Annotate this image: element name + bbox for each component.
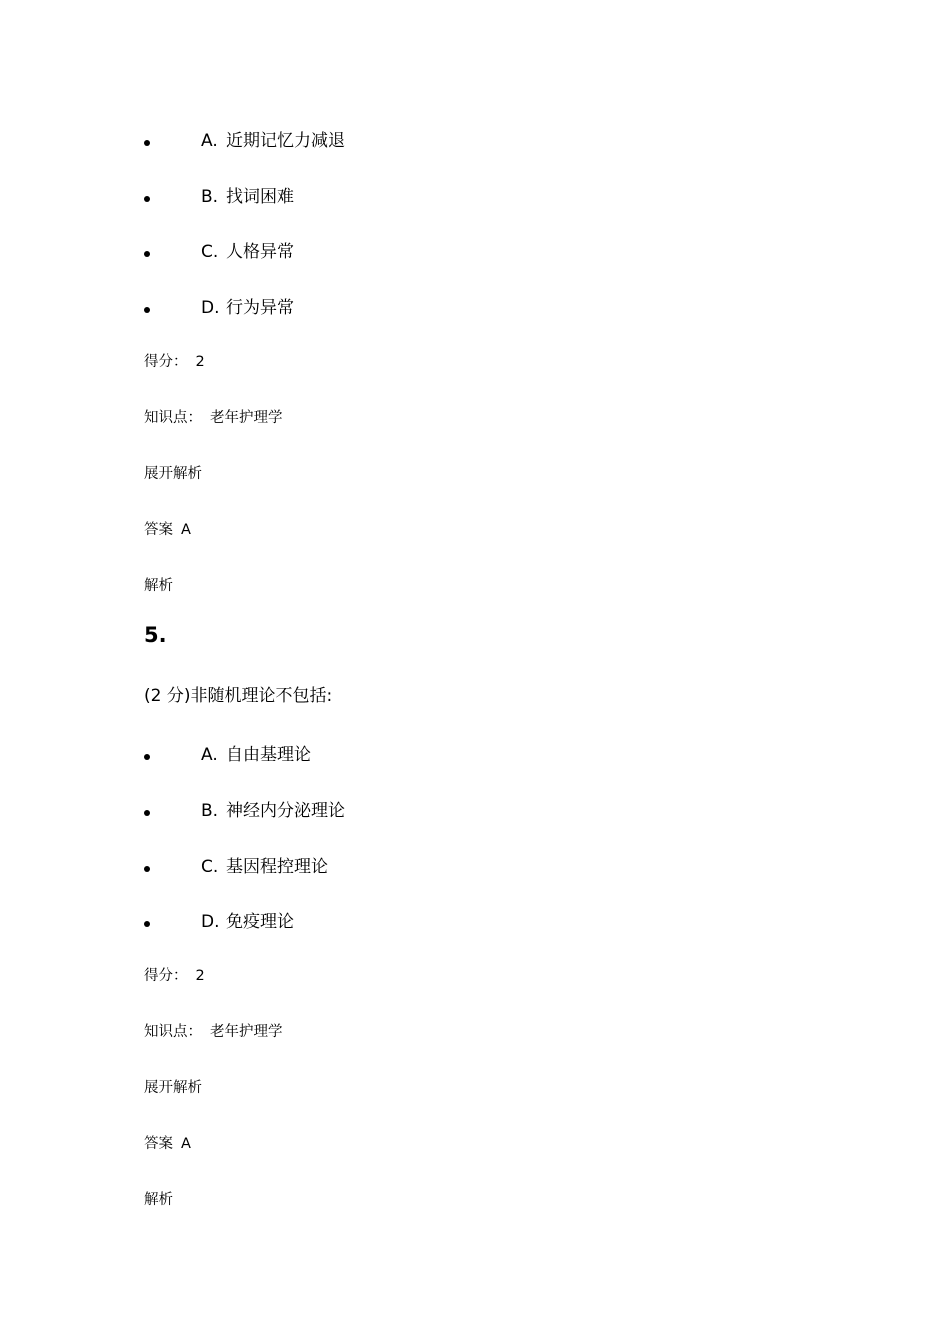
- score-line: [144, 966, 205, 986]
- expand-analysis-link[interactable]: 展开解析: [144, 466, 202, 482]
- question-number: 5.: [144, 623, 167, 647]
- option-text: 基因程控理论: [226, 857, 328, 877]
- bullet-icon: [144, 251, 150, 257]
- option-letter: D.: [201, 298, 220, 318]
- answer-label: 答案: [144, 1136, 173, 1152]
- option-letter: D.: [201, 912, 220, 932]
- answer-value: A: [181, 522, 191, 538]
- option-text: 自由基理论: [226, 745, 311, 765]
- knowledge-line: [144, 408, 283, 428]
- option-letter: C.: [201, 242, 219, 262]
- score-label: 得分：: [144, 968, 188, 984]
- score-label: 得分：: [144, 354, 188, 370]
- knowledge-label: 知识点：: [144, 1024, 202, 1040]
- knowledge-line: [144, 1022, 283, 1042]
- answer-value: A: [181, 1136, 191, 1152]
- analysis-label: 解析: [144, 1192, 173, 1208]
- knowledge-label: 知识点：: [144, 410, 202, 426]
- option-text: 找词困难: [226, 187, 294, 207]
- option-text: 行为异常: [226, 298, 294, 318]
- option-text: 人格异常: [226, 242, 294, 262]
- bullet-icon: [144, 810, 150, 816]
- bullet-icon: [144, 307, 150, 313]
- bullet-icon: [144, 866, 150, 872]
- option-text: 神经内分泌理论: [226, 801, 345, 821]
- score-value: 2: [195, 354, 205, 370]
- answer-label: 答案: [144, 522, 173, 538]
- bullet-icon: [144, 921, 150, 927]
- expand-analysis-link[interactable]: 展开解析: [144, 1080, 202, 1096]
- bullet-icon: [144, 196, 150, 202]
- bullet-icon: [144, 754, 150, 760]
- option-letter: A.: [201, 131, 218, 151]
- option-letter: B.: [201, 801, 219, 821]
- option-letter: B.: [201, 187, 219, 207]
- bullet-icon: [144, 140, 150, 146]
- knowledge-value: 老年护理学: [210, 410, 283, 426]
- option-text: 近期记忆力减退: [226, 131, 345, 151]
- knowledge-value: 老年护理学: [210, 1024, 283, 1040]
- answer-line: [144, 1134, 191, 1154]
- option-letter: A.: [201, 745, 218, 765]
- score-value: 2: [195, 968, 205, 984]
- answer-line: [144, 520, 191, 540]
- score-line: [144, 352, 205, 372]
- analysis-label: 解析: [144, 578, 173, 594]
- option-text: 免疫理论: [226, 912, 294, 932]
- question-text: (2 分)非随机理论不包括:: [144, 686, 333, 706]
- option-letter: C.: [201, 857, 219, 877]
